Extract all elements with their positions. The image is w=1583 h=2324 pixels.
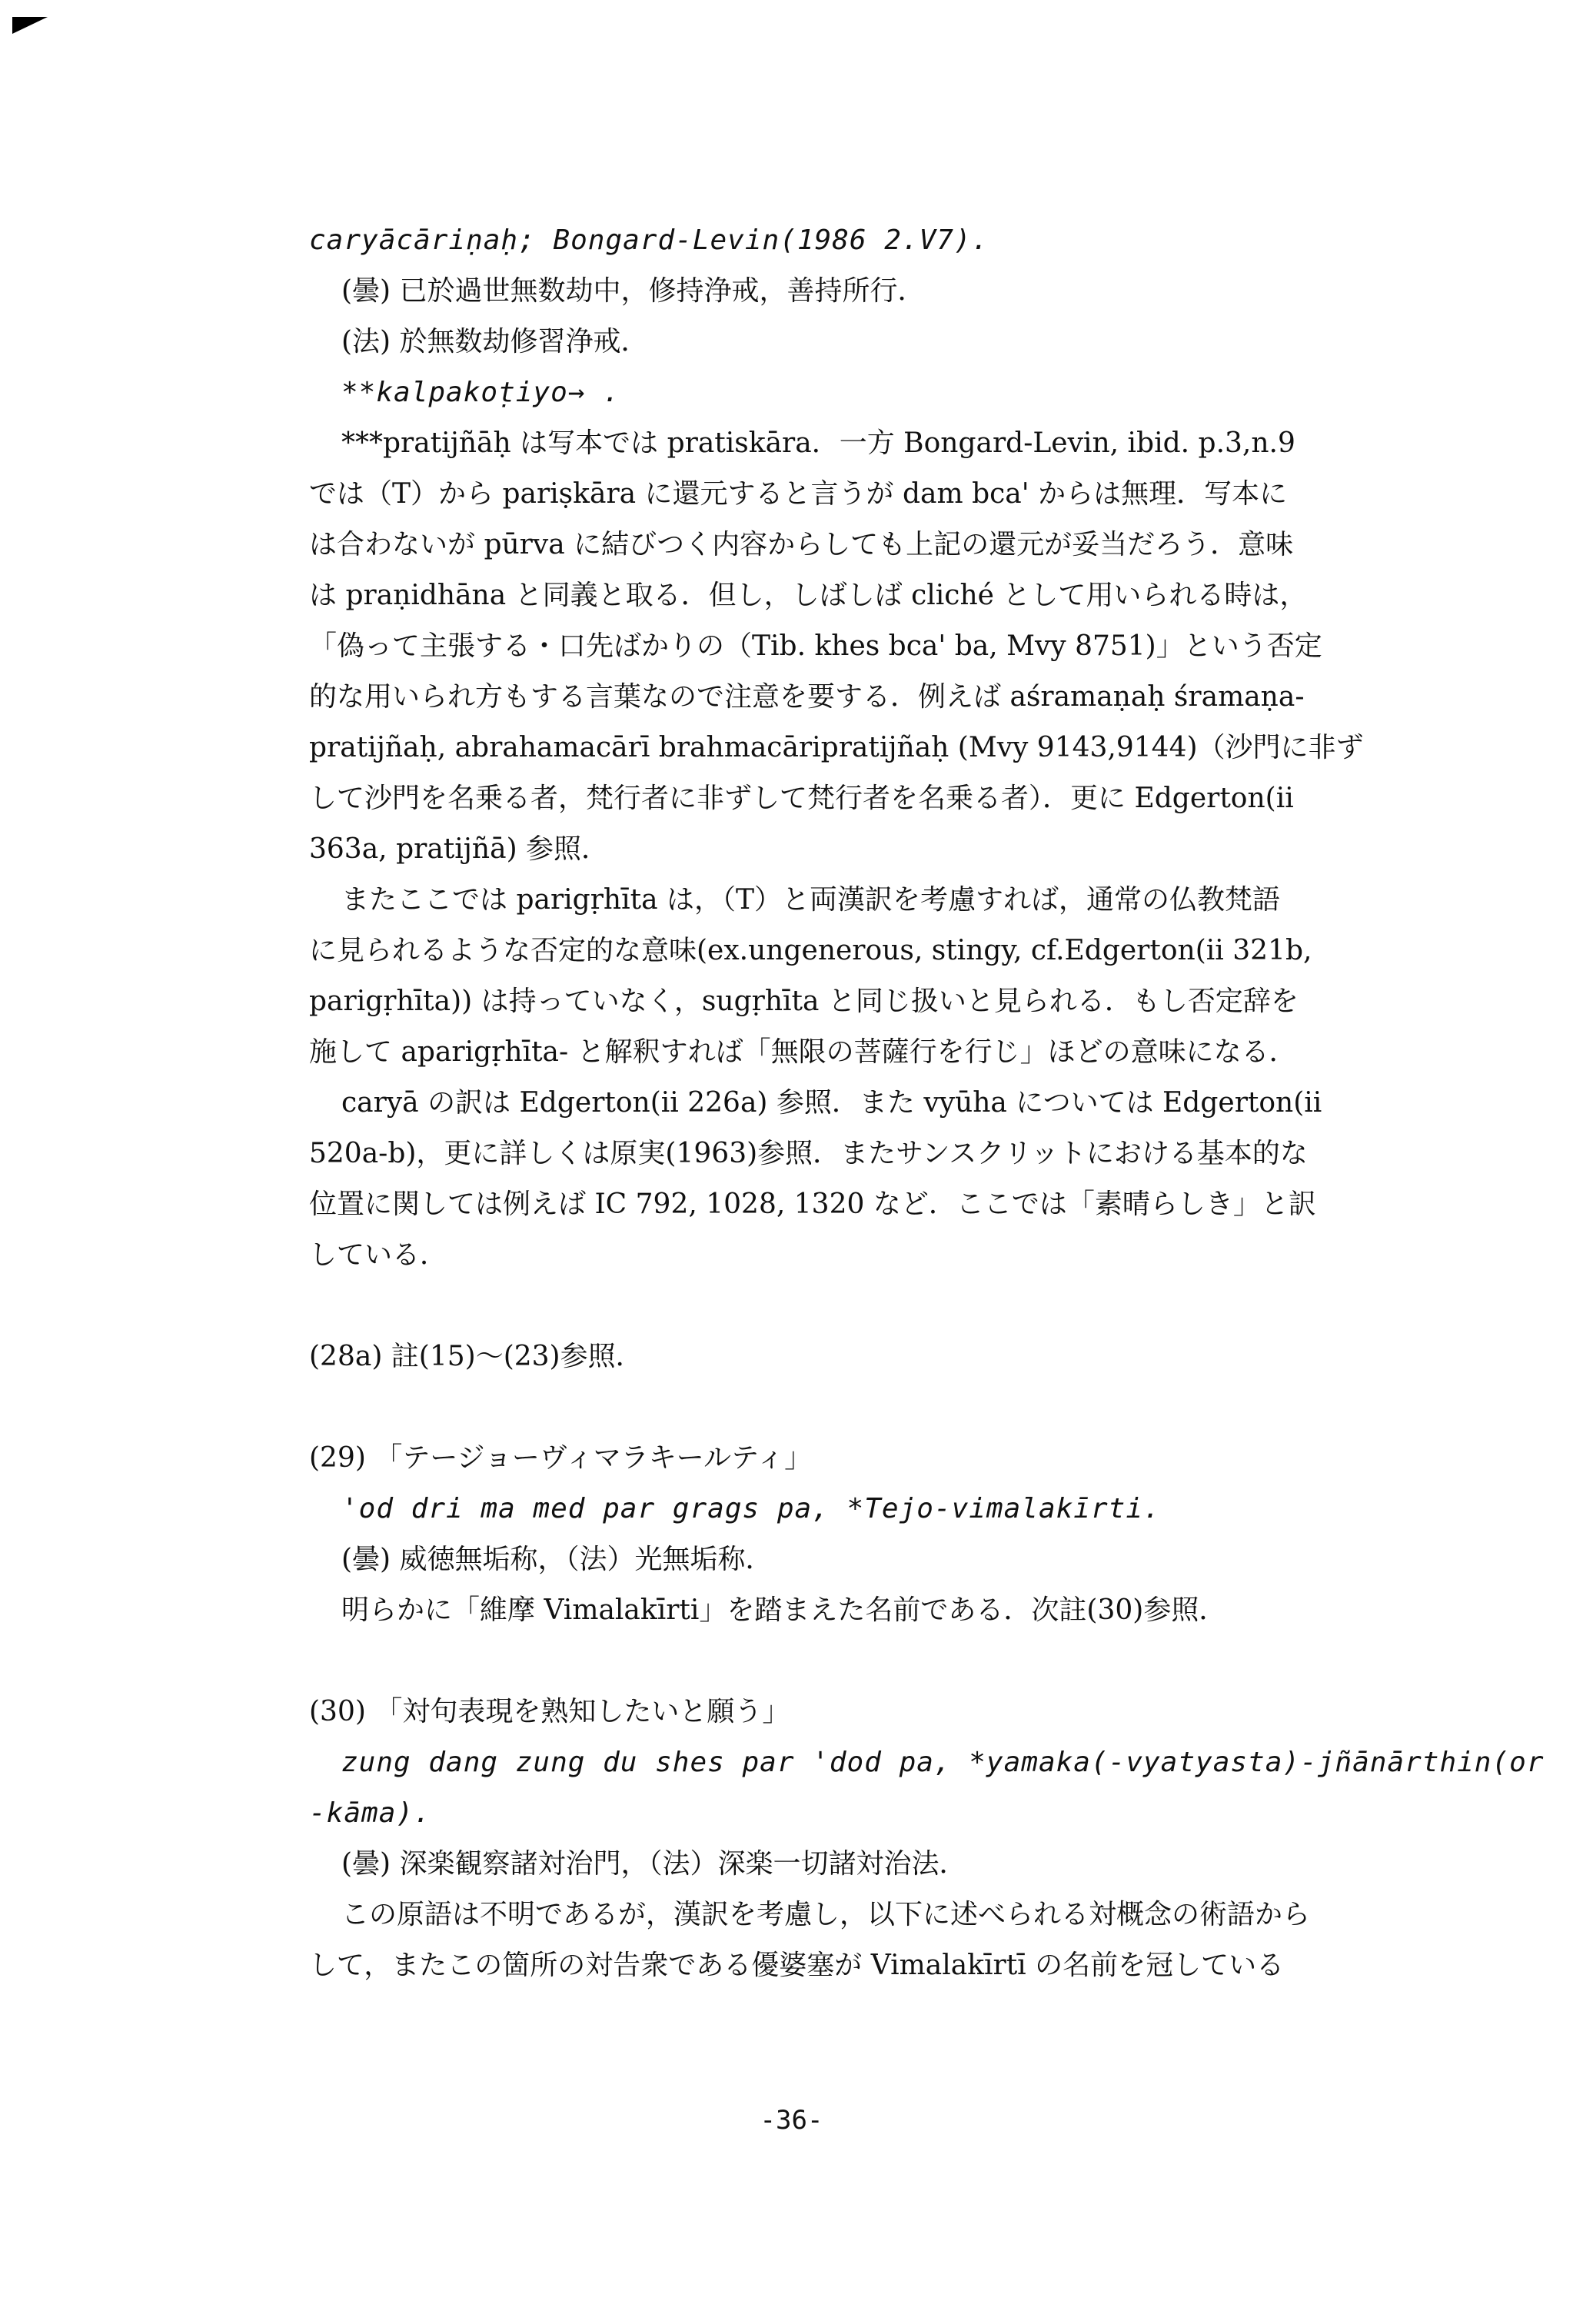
text-line: 'od dri ma med par grags pa, *Tejo-vimalakīrti. (341, 1493, 1161, 1524)
text-line: は praṇidhāna と同義と取る．但し，しばしば cliché として用いられる時は， (309, 580, 1308, 611)
text-line: parigṛhīta)) は持っていなく，sugṛhīta と同じ扱いと見られる．もし否定辞を (309, 986, 1299, 1017)
text-line: 位置に関しては例えば IC 792, 1028, 1320 など．ここでは「素晴らしき」と訳 (309, 1189, 1316, 1220)
text-line: またここでは parigṛhīta は，（T）と両漢訳を考慮すれば，通常の仏教梵語 (341, 884, 1281, 916)
text-line: (30) 「対句表現を熟知したいと願う」 (309, 1696, 790, 1727)
text-line: -kāma). (309, 1797, 431, 1829)
text-line: して，またこの箇所の対告衆である優婆塞が Vimalakīrtī の名前を冠している (309, 1950, 1285, 1981)
text-line: (曇) 威徳無垢称，（法）光無垢称． (341, 1544, 773, 1575)
blank-line (309, 1281, 1478, 1332)
text-line: に見られるような否定的な意味(ex.ungenerous, stingy, cf.Edgerton(ii 321b, (309, 935, 1312, 966)
blank-line (309, 1382, 1478, 1433)
text-line: (法) 於無数劫修習浄戒． (341, 326, 649, 357)
text-line: (28a) 註(15)～(23)参照． (309, 1341, 644, 1372)
text-line: 「偽って主張する・口先ばかりの（Tib. khes bca' ba, Mvy 8751)」という否定 (309, 630, 1322, 662)
text-line: (29) 「テージョーヴィマラキールティ」 (309, 1442, 813, 1474)
text-line: 的な用いられ方もする言葉なので注意を要する．例えば aśramaṇaḥ śramaṇa- (309, 681, 1305, 713)
text-line: 明らかに「維摩 Vimalakīrti」を踏まえた名前である．次註(30)参照． (341, 1594, 1227, 1626)
text-line: pratijñaḥ, abrahamacārī brahmacāripratijñaḥ (Mvy 9143,9144)（沙門に非ず (309, 732, 1364, 763)
text-line: 施して aparigṛhīta- と解釈すれば「無限の菩薩行を行じ」ほどの意味になる． (309, 1036, 1297, 1068)
text-line: zung dang zung du shes par 'dod pa, *yamaka(-vyatyasta)-jñānārthin(or (341, 1747, 1545, 1778)
text-line: caryācāriṇaḥ; Bongard-Levin(1986 2.V7). (309, 224, 989, 256)
text-line: 363a, pratijñā) 参照． (309, 833, 610, 865)
text-line: して沙門を名乗る者，梵行者に非ずして梵行者を名乗る者）．更に Edgerton(ii (309, 783, 1294, 814)
scan-corner-mark (12, 17, 48, 34)
text-line: (曇) 深楽観察諸対治門，（法）深楽一切諸対治法． (341, 1848, 967, 1880)
text-line: (曇) 已於過世無数劫中，修持浄戒，善持所行． (341, 275, 926, 307)
text-line: **kalpakoṭiyo→ . (341, 377, 620, 408)
page-body (309, 215, 1545, 1991)
text-line: は合わないが pūrva に結びつく内容からしても上記の還元が妥当だろう．意味 (309, 529, 1294, 560)
text-line: では（T）から pariṣkāra に還元すると言うが dam bca' からは無理．写本に (309, 478, 1288, 510)
text-line: caryā の訳は Edgerton(ii 226a) 参照．また vyūha については Edgerton(ii (341, 1087, 1322, 1119)
text-line: している． (309, 1239, 448, 1271)
text-line: 520a-b)，更に詳しくは原実(1963)参照．またサンスクリットにおける基本的な (309, 1138, 1308, 1169)
blank-line (309, 1636, 1478, 1687)
text-line: ***pratijñāḥ は写本では pratiskāra．一方 Bongard-Levin, ibid. p.3,n.9 (341, 427, 1295, 459)
page-number: -36- (760, 2105, 823, 2136)
text-line: この原語は不明であるが，漢訳を考慮し，以下に述べられる対概念の術語から (341, 1899, 1311, 1930)
